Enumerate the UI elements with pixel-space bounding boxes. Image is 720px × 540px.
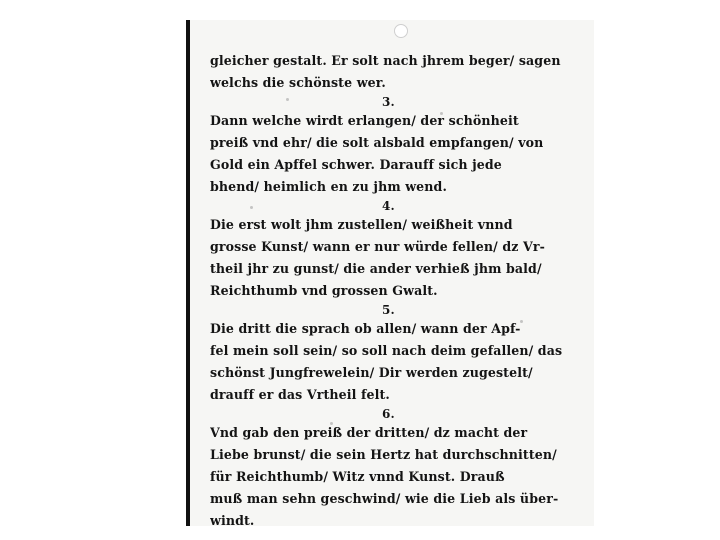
- text-line: für Reichthumb/ Witz vnnd Kunst. Drauß: [210, 469, 505, 484]
- stanza-number: 4.: [382, 199, 395, 213]
- stanza-number: 3.: [382, 95, 395, 109]
- text-line: muß man sehn geschwind/ wie die Lieb als über-: [210, 491, 559, 506]
- stanza-number: 6.: [382, 407, 395, 421]
- punch-hole: [394, 24, 408, 38]
- text-line: Die dritt die sprach ob allen/ wann der Apf-: [210, 321, 521, 336]
- text-line: Die erst wolt jhm zustellen/ weißheit vnnd: [210, 217, 513, 232]
- text-line: Vnd gab den preiß der dritten/ dz macht der: [210, 425, 528, 440]
- stanza-number: 5.: [382, 303, 395, 317]
- stanza: [210, 302, 588, 406]
- text-line: windt.: [210, 513, 255, 526]
- poem-text: [210, 50, 588, 526]
- text-line: Dann welche wirdt erlangen/ der schönheit: [210, 113, 519, 128]
- stanza: [210, 198, 588, 302]
- text-line: grosse Kunst/ wann er nur würde fellen/ dz Vr-: [210, 239, 545, 254]
- text-line: Gold ein Apffel schwer. Darauff sich jede: [210, 157, 502, 172]
- text-line: preiß vnd ehr/ die solt alsbald empfangen/ von: [210, 135, 544, 150]
- stanza: [210, 94, 588, 198]
- scanned-page: [186, 20, 594, 526]
- text-line: gleicher gestalt. Er solt nach jhrem beger/ sagen: [210, 53, 561, 68]
- text-line: drauff er das Vrtheil felt.: [210, 387, 390, 402]
- text-line: welchs die schönste wer.: [210, 75, 386, 90]
- text-line: Reichthumb vnd grossen Gwalt.: [210, 283, 438, 298]
- text-line: Liebe brunst/ die sein Hertz hat durchschnitten/: [210, 447, 557, 462]
- text-line: theil jhr zu gunst/ die ander verhieß jhm bald/: [210, 261, 542, 276]
- text-line: schönst Jungfrewelein/ Dir werden zugestelt/: [210, 365, 533, 380]
- text-line: bhend/ heimlich en zu jhm wend.: [210, 179, 447, 194]
- text-line: fel mein soll sein/ so soll nach deim gefallen/ das: [210, 343, 563, 358]
- stanza: [210, 50, 588, 94]
- stanza: [210, 406, 588, 526]
